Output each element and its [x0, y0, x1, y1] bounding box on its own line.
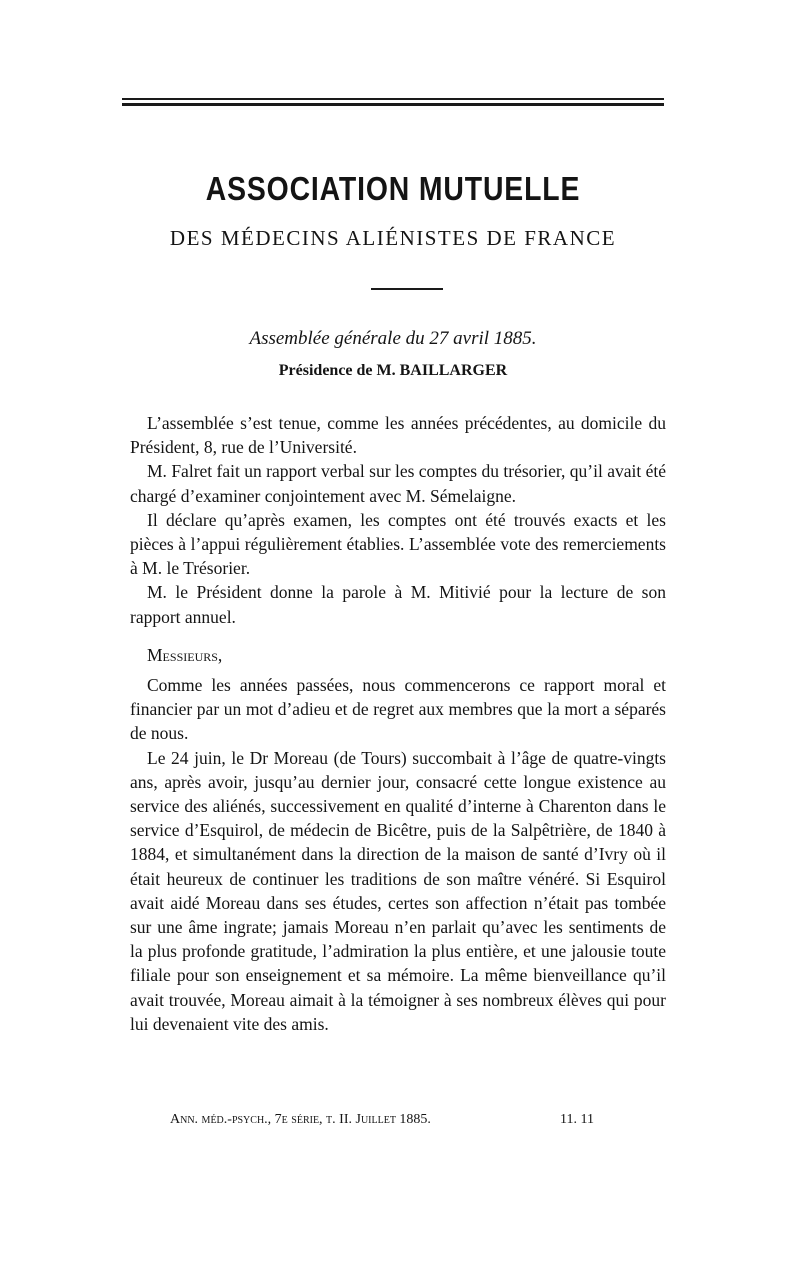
- title-separator-rule: [371, 288, 443, 290]
- printer-signature: 11. 11: [560, 1112, 594, 1127]
- paragraph-3: Il déclare qu’après examen, les comptes ont été trouvés exacts et les pièces à l’appui régulièrement établies. L’assemblée vote des remerciements à M. le Trésorier.: [130, 509, 666, 579]
- article-body: [130, 411, 666, 1036]
- page-title: ASSOCIATION MUTUELLE: [205, 170, 581, 207]
- salutation: Messieurs,: [147, 644, 223, 665]
- paragraph-2: M. Falret fait un rapport verbal sur les comptes du trésorier, qu’il avait été chargé d’examiner conjointement avec M. Sémelaigne.: [130, 461, 666, 506]
- paragraph-4: M. le Président donne la parole à M. Mitivié pour la lecture de son rapport annuel.: [130, 582, 666, 627]
- paragraph-5: Comme les années passées, nous commencerons ce rapport moral et financier par un mot d’adieu et de regret aux membres que la mort a séparés de nous.: [130, 675, 666, 744]
- page-subtitle: DES MÉDECINS ALIÉNISTES DE FRANCE: [169, 226, 617, 250]
- meeting-heading: Assemblée générale du 27 avril 1885.: [249, 328, 537, 349]
- paragraph-6: Le 24 juin, le Dr Moreau (de Tours) succombait à l’âge de quatre-vingts ans, après avoir, jusqu’au dernier jour, consacré cette longue existence au service des aliénés, successivement en qualité d’interne à Charenton dans le service d’Esquirol, de médecin de Bicêtre, puis de la Salpêtrière, de 1840 à 1884, et simultanément dans la direction de la maison de santé d’Ivry où il était heureux de continuer les traditions de son maître vénéré. Si Esquirol avait aidé Moreau dans ses études, certes son affection n’était pas tombée sur une âme ingrate; jamais Moreau n’en parlait qu’avec les sentiments de la plus profonde gratitude, l’admiration la plus entière, et une jalousie toute filiale pour son enseignement et sa mémoire. La même bienveillance qu’il avait trouvée, Moreau aimait à la témoigner à ses nombreux élèves qui pour lui devenaient vite des amis.: [130, 747, 666, 1034]
- presidence-line: Présidence de M. BAILLARGER: [278, 362, 508, 379]
- paragraph-1: L’assemblée s’est tenue, comme les années précédentes, au domicile du Président, 8, rue de l’Université.: [130, 413, 666, 458]
- page-footer: [170, 1112, 670, 1128]
- journal-reference: Ann. méd.-psych., 7e série, t. II. Juillet 1885.: [170, 1112, 431, 1127]
- header-double-rule: [122, 98, 664, 108]
